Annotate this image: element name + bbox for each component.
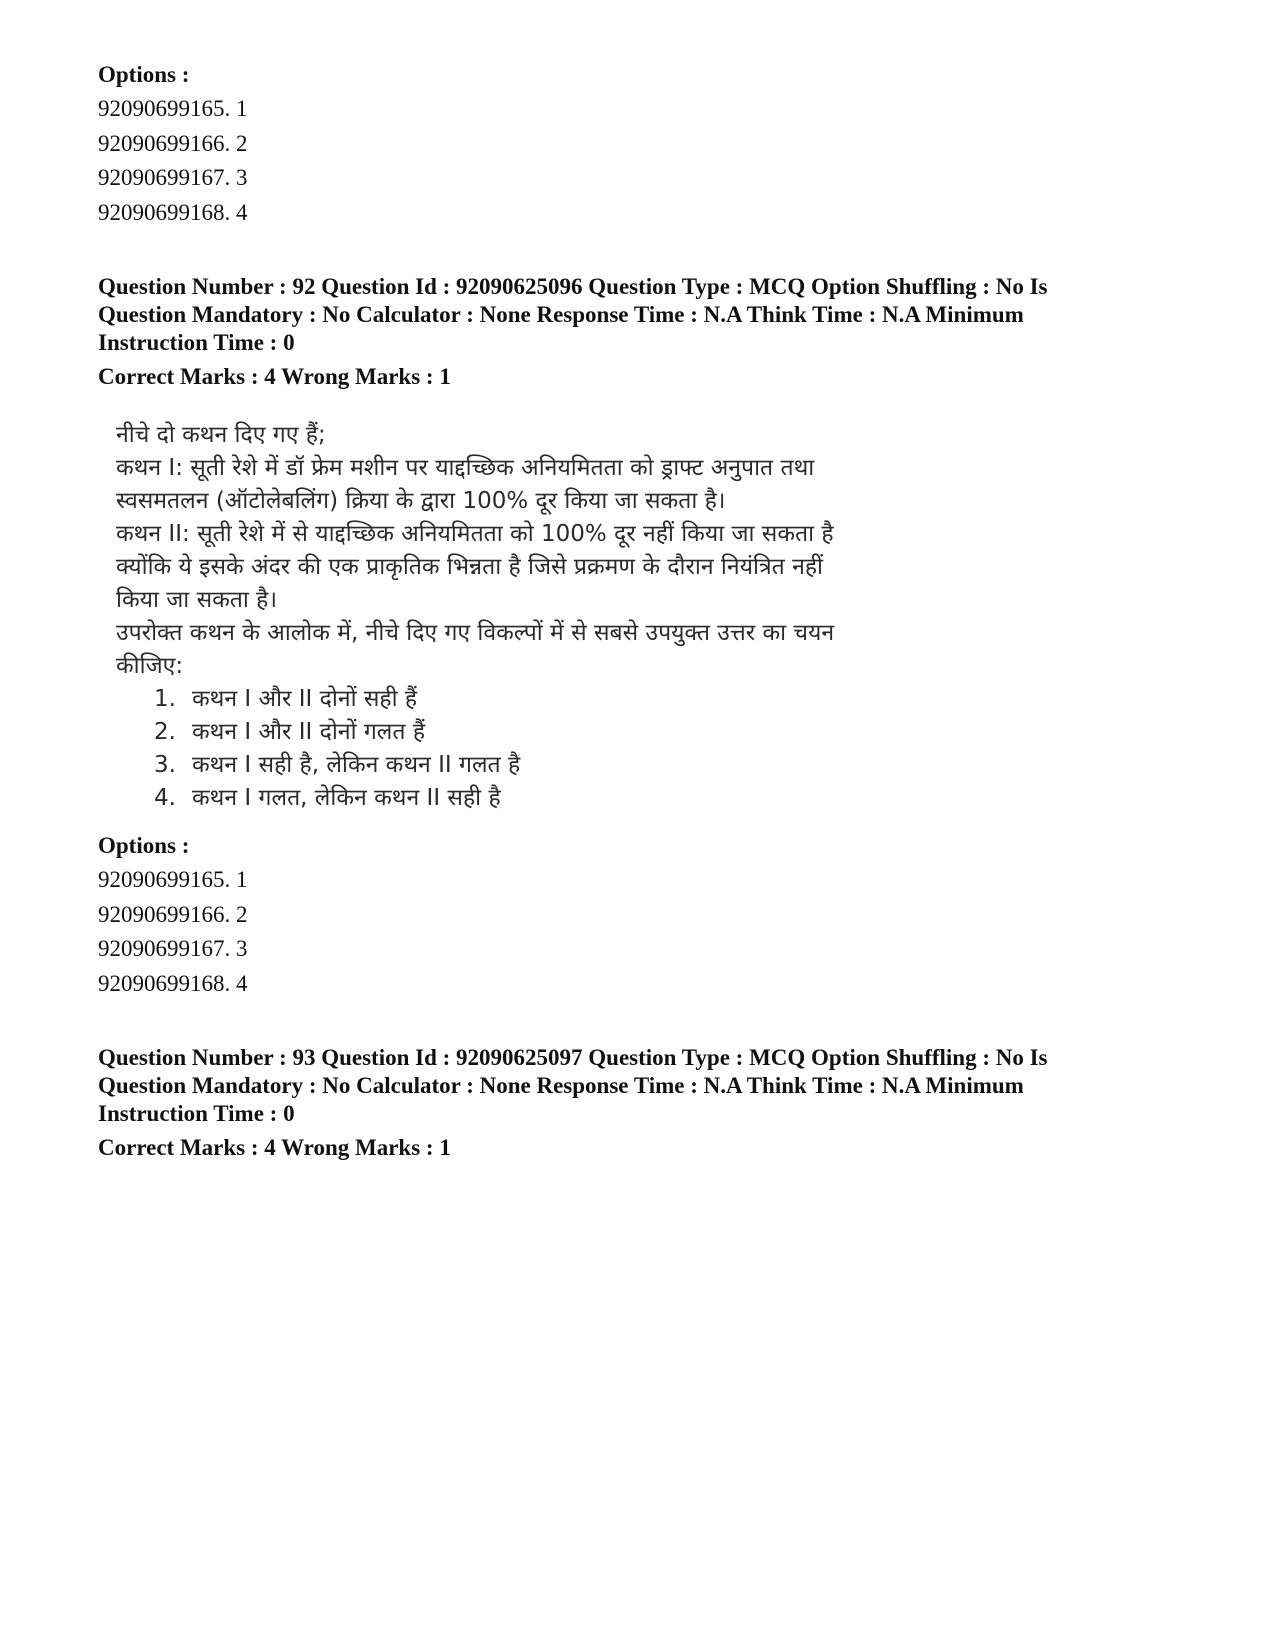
statement-2-cont: किया जा सकता है। [116, 587, 278, 613]
option-item: 92090699165. 1 [98, 96, 248, 121]
choice-number: 1. [154, 686, 176, 712]
question-meta-line: Instruction Time : 0 [98, 330, 295, 355]
question-meta-line: Instruction Time : 0 [98, 1101, 295, 1126]
choice-item [154, 749, 936, 782]
document-page [98, 58, 1188, 1162]
choice-number: 4. [154, 785, 176, 811]
choice-list [116, 683, 936, 815]
option-list [98, 92, 1188, 230]
question-body [98, 419, 936, 815]
option-item: 92090699165. 1 [98, 867, 248, 892]
choice-text: कथन I गलत, लेकिन कथन II सही है [192, 785, 501, 811]
statement-1: कथन I: सूती रेशे में डॉ फ्रेम मशीन पर याद्दच्छिक अनियमितता को ड्राफ्ट अनुपात तथा [116, 455, 815, 481]
question-92 [98, 273, 1188, 1001]
choice-text: कथन I और II दोनों सही हैं [192, 686, 418, 712]
instruction-cont: कीजिए: [116, 653, 184, 679]
option-item: 92090699168. 4 [98, 199, 248, 225]
choice-item [154, 782, 936, 815]
choice-item [154, 683, 936, 716]
instruction: उपरोक्त कथन के आलोक में, नीचे दिए गए विकल्पों में से सबसे उपयुक्त उत्तर का चयन [116, 620, 835, 646]
options-heading: Options : [98, 833, 190, 858]
choice-text: कथन I और II दोनों गलत हैं [192, 719, 426, 745]
option-item: 92090699167. 3 [98, 165, 248, 190]
statement-2: कथन II: सूती रेशे में से याद्दच्छिक अनियमितता को 100% दूर नहीं किया जा सकता है [116, 521, 834, 547]
choice-number: 2. [154, 719, 176, 745]
question-meta-line: Question Number : 93 Question Id : 92090625097 Question Type : MCQ Option Shuffling : No Is [98, 1045, 1048, 1070]
choice-text: कथन I सही है, लेकिन कथन II गलत है [192, 752, 521, 778]
question-marks: Correct Marks : 4 Wrong Marks : 1 [98, 364, 451, 389]
question-marks: Correct Marks : 4 Wrong Marks : 1 [98, 1135, 451, 1160]
option-list [98, 863, 1188, 1001]
option-item: 92090699166. 2 [98, 901, 248, 927]
statement-1-cont: स्वसमतलन (ऑटोलेबलिंग) क्रिया के द्वारा 100% दूर किया जा सकता है। [116, 488, 726, 514]
question-meta-line: Question Number : 92 Question Id : 92090625096 Question Type : MCQ Option Shuffling : No Is [98, 274, 1048, 299]
question-meta-line: Question Mandatory : No Calculator : None Response Time : N.A Think Time : N.A Minimum [98, 302, 1024, 327]
statement-2-cont: क्योंकि ये इसके अंदर की एक प्राकृतिक भिन्नता है जिसे प्रक्रमण के दौरान नियंत्रित नहीं [116, 554, 824, 580]
option-item: 92090699168. 4 [98, 970, 248, 996]
question-93 [98, 1044, 1188, 1162]
choice-item [154, 716, 936, 749]
option-item: 92090699166. 2 [98, 130, 248, 156]
options-heading: Options : [98, 62, 190, 87]
question-intro: नीचे दो कथन दिए गए हैं; [116, 422, 326, 448]
question-meta-line: Question Mandatory : No Calculator : None Response Time : N.A Think Time : N.A Minimum [98, 1073, 1024, 1098]
option-item: 92090699167. 3 [98, 936, 248, 961]
choice-number: 3. [154, 752, 176, 778]
prev-options-section [98, 58, 1188, 230]
